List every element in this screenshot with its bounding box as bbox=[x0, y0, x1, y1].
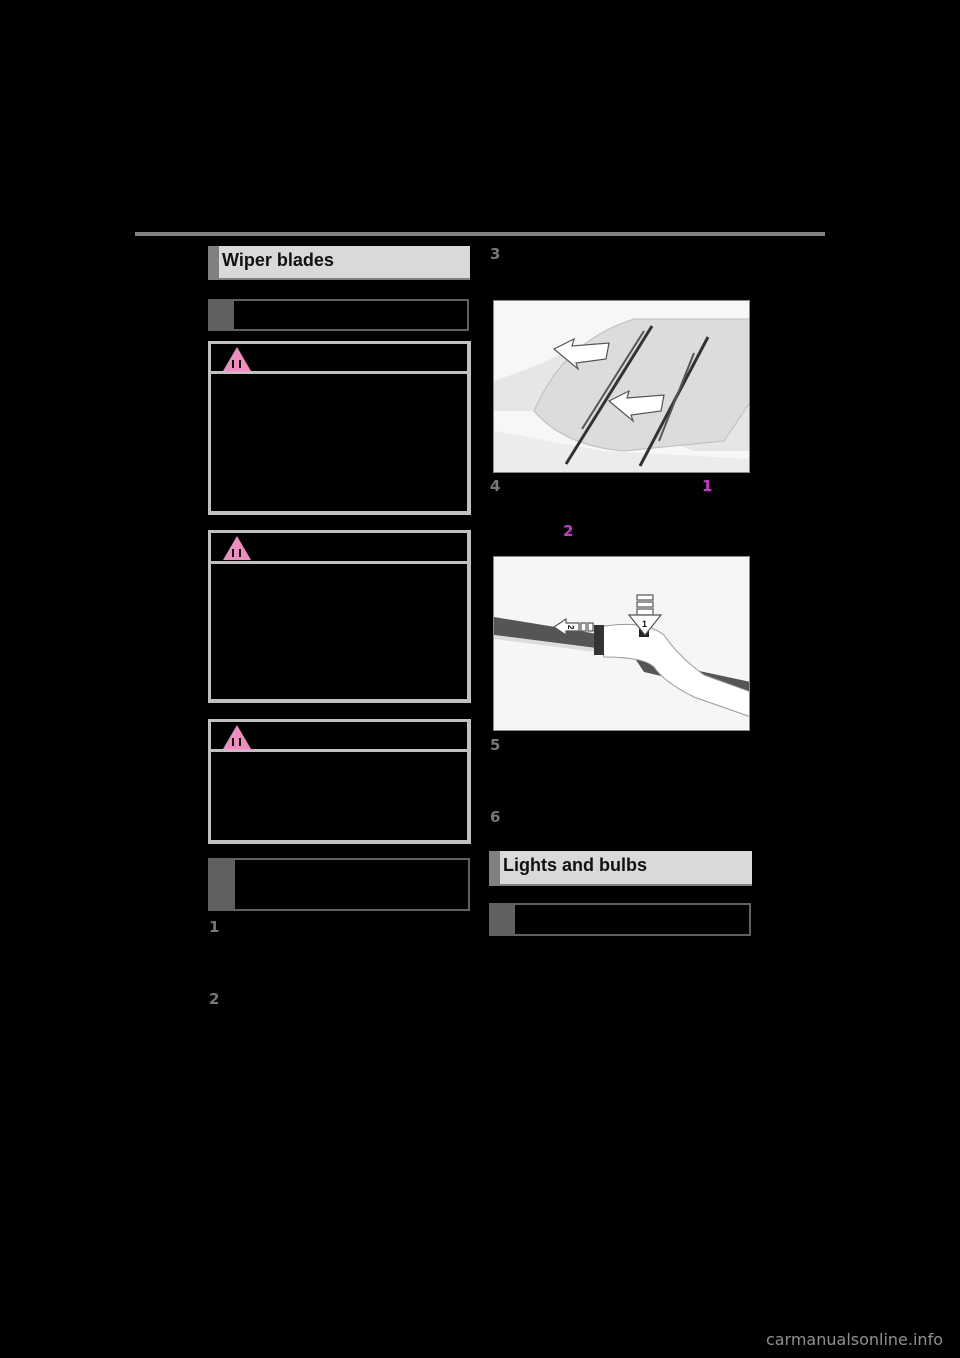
subsection-heading-1 bbox=[208, 299, 469, 331]
step-number-1: 1 bbox=[209, 918, 220, 936]
subsection-heading-bar bbox=[489, 903, 515, 936]
subsection-heading-bar bbox=[208, 299, 234, 331]
step-number-2: 2 bbox=[209, 990, 220, 1008]
step-number-4: 4 bbox=[490, 477, 501, 495]
warning-box-2 bbox=[208, 530, 471, 703]
section-heading-bar bbox=[208, 246, 219, 280]
svg-text:1: 1 bbox=[642, 619, 648, 629]
section-title: Lights and bulbs bbox=[503, 855, 647, 875]
step-number-5: 5 bbox=[490, 736, 501, 754]
warning-header-divider bbox=[211, 561, 467, 564]
section-title: Wiper blades bbox=[222, 250, 334, 270]
windshield-illustration bbox=[494, 301, 750, 473]
subsection-heading-3 bbox=[489, 903, 751, 936]
warning-header-divider bbox=[211, 749, 467, 752]
subsection-heading-bar bbox=[208, 858, 235, 911]
reference-number-2: 2 bbox=[563, 522, 574, 540]
warning-box-1 bbox=[208, 341, 471, 515]
reference-number-1: 1 bbox=[702, 477, 713, 495]
section-heading-bar bbox=[489, 851, 500, 886]
wiper-blade-release-figure bbox=[493, 556, 750, 731]
warning-triangle-icon bbox=[222, 535, 252, 561]
header-rule bbox=[135, 232, 825, 236]
step-number-6: 6 bbox=[490, 808, 501, 826]
warning-box-3 bbox=[208, 719, 471, 844]
svg-text:2: 2 bbox=[566, 625, 575, 630]
wiper-arms-raised-figure bbox=[493, 300, 750, 473]
watermark-link[interactable]: carmanualsonline.info bbox=[765, 1330, 943, 1349]
warning-header-divider bbox=[211, 371, 467, 374]
warning-triangle-icon bbox=[222, 724, 252, 750]
section-heading-wiper-blades bbox=[208, 246, 470, 280]
step-number-3: 3 bbox=[490, 245, 501, 263]
warning-triangle-icon bbox=[222, 346, 252, 372]
wiper-clip-illustration bbox=[494, 557, 750, 731]
subsection-heading-2 bbox=[208, 858, 470, 911]
section-heading-lights-and-bulbs bbox=[489, 851, 752, 886]
